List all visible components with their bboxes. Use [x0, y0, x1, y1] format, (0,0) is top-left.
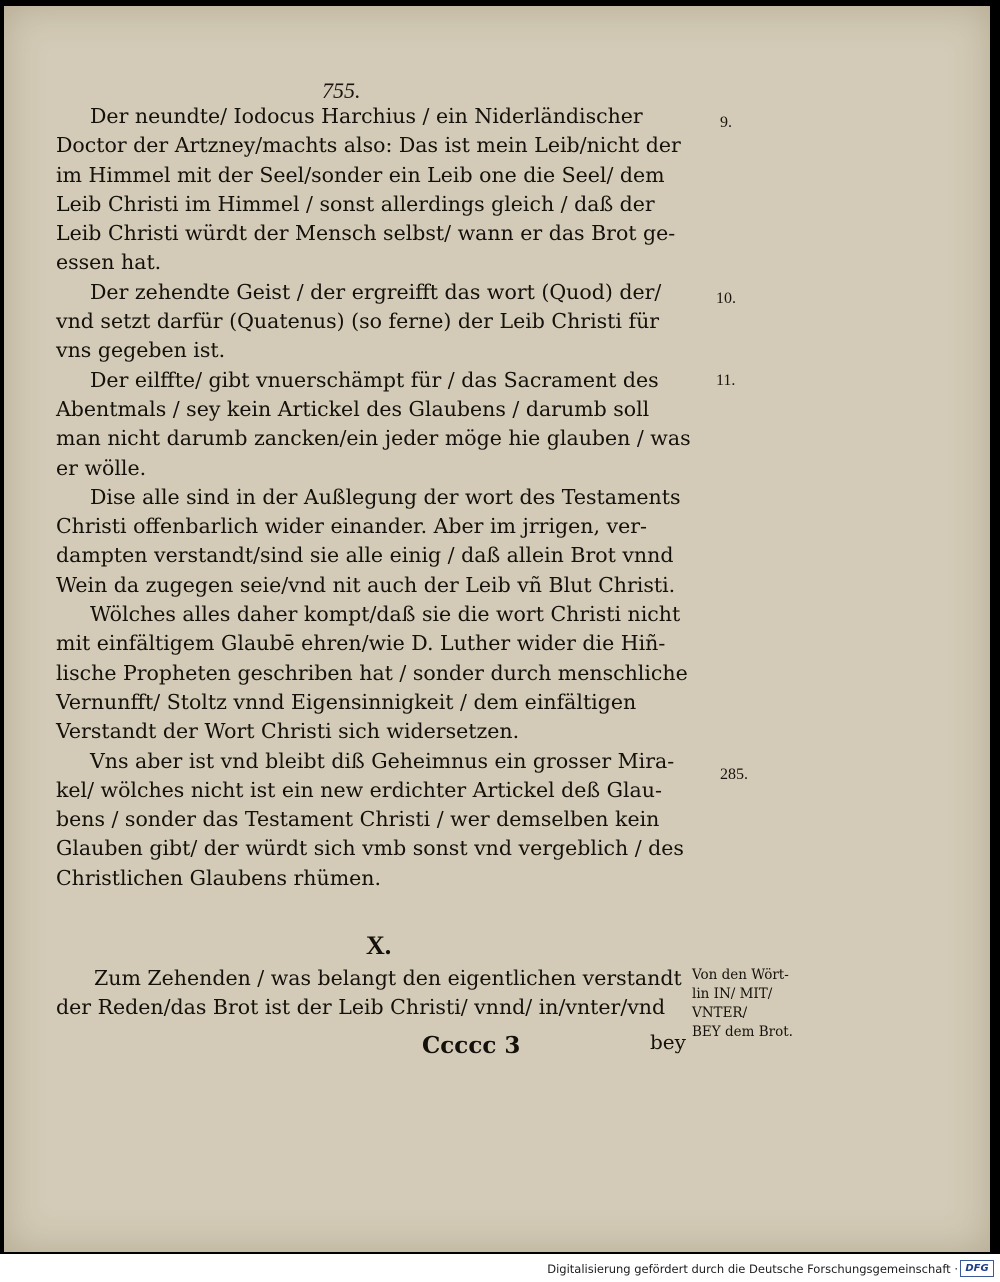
margin-number: 11. — [716, 372, 736, 389]
side-note-line: VNTER/ — [692, 1005, 748, 1021]
margin-number: 10. — [716, 290, 736, 307]
text-line: Glauben gibt/ der würdt sich vmb sonst vnd vergeblich / des — [56, 836, 684, 861]
main-text — [56, 102, 691, 893]
text-line: er wölle. — [56, 455, 147, 480]
text-line: Abentmals / sey kein Artickel des Glaubens / darumb soll — [56, 396, 650, 421]
text-line: kel/ wölches nicht ist ein new erdichter Artickel deß Glau- — [56, 777, 662, 802]
catchword: bey — [650, 1030, 686, 1054]
paragraph-tenth — [56, 278, 686, 366]
text-line: Christlichen Glaubens rhümen. — [56, 865, 381, 890]
signature-mark: Ccccc 3 — [422, 1032, 521, 1059]
text-line: Wölches alles daher kompt/daß sie die wort Christi nicht — [90, 602, 681, 627]
footer-bar — [0, 1254, 1000, 1282]
side-note — [692, 966, 842, 1042]
text-line: man nicht darumb zancken/ein jeder möge hie glauben / was — [56, 426, 691, 451]
text-line: Leib Christi würdt der Mensch selbst/ wann er das Brot ge- — [56, 221, 676, 246]
book-page — [4, 6, 990, 1252]
text-line: vnd setzt darfür (Quatenus) (so ferne) der Leib Christi für — [56, 309, 660, 334]
side-note-line: BEY dem Brot. — [692, 1024, 793, 1040]
margin-number: 9. — [720, 114, 732, 131]
text-line: Christi offenbarlich wider einander. Aber im jrrigen, ver- — [56, 514, 647, 539]
text-line: Vns aber ist vnd bleibt diß Geheimnus ein grosser Mira- — [90, 748, 675, 773]
text-line: Verstandt der Wort Christi sich widersetzen. — [56, 719, 520, 744]
text-line: im Himmel mit der Seel/sonder ein Leib one die Seel/ dem — [56, 162, 665, 187]
text-line: Dise alle sind in der Außlegung der wort des Testaments — [90, 484, 681, 509]
text-line: Der zehendte Geist / der ergreifft das wort (Quod) der/ — [90, 279, 662, 304]
text-line: dampten verstandt/sind sie alle einig / daß allein Brot vnnd — [56, 543, 674, 568]
section-heading: X. — [366, 931, 392, 960]
section-text — [56, 964, 694, 1023]
text-line: Zum Zehenden / was belangt den eigentlichen verstandt — [94, 966, 682, 990]
text-line: vns gegeben ist. — [56, 338, 226, 363]
footer-credit: Digitalisierung gefördert durch die Deutsche Forschungsgemeinschaft · — [547, 1262, 958, 1276]
text-line: essen hat. — [56, 250, 162, 275]
text-line: Leib Christi im Himmel / sonst allerdings gleich / daß der — [56, 191, 655, 216]
text-line: Doctor der Artzney/machts also: Das ist mein Leib/nicht der — [56, 133, 681, 158]
text-line: mit einfältigem Glaubē ehren/wie D. Luther wider die Hiñ- — [56, 631, 666, 656]
text-line: lische Propheten geschriben hat / sonder durch menschliche — [56, 660, 688, 685]
side-note-line: lin IN/ MIT/ — [692, 986, 773, 1002]
page-number: 755. — [322, 78, 361, 103]
text-line: der Reden/das Brot ist der Leib Christi/ vnnd/ in/vnter/vnd — [56, 995, 666, 1020]
margin-number: 285. — [720, 766, 748, 783]
side-note-line: Von den Wört- — [692, 967, 789, 983]
paragraph-summary — [56, 483, 686, 600]
paragraph-miracle — [56, 747, 686, 893]
paragraph-cause — [56, 600, 686, 746]
text-line: Der neundte/ Iodocus Harchius / ein Niderländischer — [90, 104, 643, 128]
text-line: Der eilffte/ gibt vnuerschämpt für / das Sacrament des — [90, 367, 659, 392]
paragraph-eleventh — [56, 366, 691, 483]
text-line: Vernunfft/ Stoltz vnnd Eigensinnigkeit / dem einfältigen — [56, 689, 637, 714]
dfg-logo-icon: DFG — [960, 1260, 994, 1277]
text-line: Wein da zugegen seie/vnd nit auch der Leib vñ Blut Christi. — [56, 572, 676, 597]
text-line: bens / sonder das Testament Christi / wer demselben kein — [56, 807, 660, 832]
paragraph-ninth — [56, 102, 686, 278]
